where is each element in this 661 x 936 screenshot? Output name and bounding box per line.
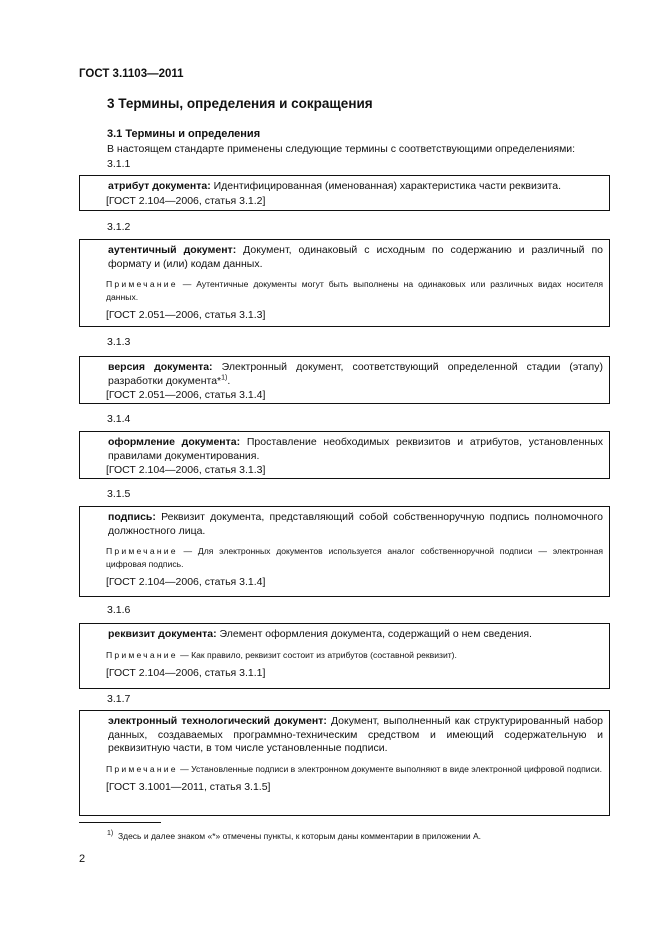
footnote-separator <box>79 822 161 823</box>
note-label: Примечание <box>106 546 178 556</box>
term-reference: [ГОСТ 2.051—2006, статья 3.1.4] <box>106 389 266 401</box>
term-reference: [ГОСТ 2.104—2006, статья 3.1.4] <box>106 576 266 588</box>
term-name: оформление документа: <box>108 436 241 448</box>
term-name: аутентичный документ: <box>108 244 237 256</box>
term-box <box>79 710 610 816</box>
term-reference: [ГОСТ 2.051—2006, статья 3.1.3] <box>106 309 266 321</box>
term-definition: Электронный документ, соответствующий определенной стадии (этапу) разработки документа* <box>108 361 603 387</box>
note-text: — Аутентичные документы могут быть выполнены на одинаковых или различных видах носителя данных. <box>106 279 603 302</box>
term-box <box>79 175 610 211</box>
note-label: Примечание <box>106 763 178 774</box>
term-definition: Проставление необходимых реквизитов и атрибутов, установленных правилами документирования. <box>108 436 603 462</box>
note-text: — Установленные подписи в электронном документе выполняют в виде электронной цифровой подписи. <box>180 763 603 774</box>
term-number: 3.1.1 <box>107 158 131 170</box>
term-definition: Документ, выполненный как структурированный набор данных, создаваемых программно-техническим средством и имеющий содержательную и реквизитную части, в том числе установленные подписи. <box>108 715 603 754</box>
term-box <box>79 431 610 479</box>
term-definition: Документ, одинаковый с исходным по содержанию и различный по формату и (или) кодам данных. <box>108 244 603 270</box>
note-label: Примечание <box>106 649 178 660</box>
term-box <box>79 623 610 689</box>
term-box <box>79 356 610 404</box>
term-box <box>79 239 610 327</box>
term-name: атрибут документа: <box>108 180 211 192</box>
term-definition: Идентифицированная (именованная) характеристика части реквизита. <box>210 180 562 192</box>
term-box <box>79 506 610 597</box>
note-label: Примечание <box>106 279 178 289</box>
footnote <box>107 831 481 841</box>
term-number: 3.1.7 <box>107 693 131 705</box>
term-name: электронный технологический документ: <box>108 715 327 727</box>
note-text: — Как правило, реквизит состоит из атрибутов (составной реквизит). <box>180 649 457 660</box>
term-reference: [ГОСТ 2.104—2006, статья 3.1.2] <box>106 194 266 207</box>
note-text: — Для электронных документов используется аналог собственноручной подписи — электронная цифровая подпись. <box>106 546 604 569</box>
section-title: 3 Термины, определения и сокращения <box>107 96 373 111</box>
term-name: реквизит документа: <box>108 628 217 640</box>
intro-text: В настоящем стандарте применены следующие термины с соответствующими определениями: <box>107 143 576 155</box>
footnote-text: Здесь и далее знаком «*» отмечены пункты, к которым даны комментарии в приложении А. <box>117 831 481 841</box>
term-definition: Элемент оформления документа, содержащий о нем сведения. <box>216 628 532 640</box>
term-name: подпись: <box>108 511 156 523</box>
term-number: 3.1.2 <box>107 221 131 233</box>
page-number: 2 <box>79 853 86 865</box>
term-number: 3.1.6 <box>107 604 131 616</box>
term-name: версия документа: <box>108 361 213 373</box>
term-number: 3.1.5 <box>107 488 131 500</box>
term-definition: Реквизит документа, представляющий собой собственноручную подпись полномочного должностного лица. <box>108 511 603 537</box>
document-header: ГОСТ 3.1103—2011 <box>79 68 184 80</box>
subsection-title: 3.1 Термины и определения <box>107 128 261 140</box>
footnote-mark: 1) <box>107 830 114 838</box>
term-definition-tail: . <box>227 374 231 387</box>
term-number: 3.1.4 <box>107 413 131 425</box>
term-number: 3.1.3 <box>107 336 131 348</box>
footnote-ref: 1) <box>221 374 228 381</box>
term-reference: [ГОСТ 2.104—2006, статья 3.1.1] <box>106 667 266 679</box>
term-reference: [ГОСТ 3.1001—2011, статья 3.1.5] <box>106 781 271 793</box>
term-reference: [ГОСТ 2.104—2006, статья 3.1.3] <box>106 464 266 476</box>
